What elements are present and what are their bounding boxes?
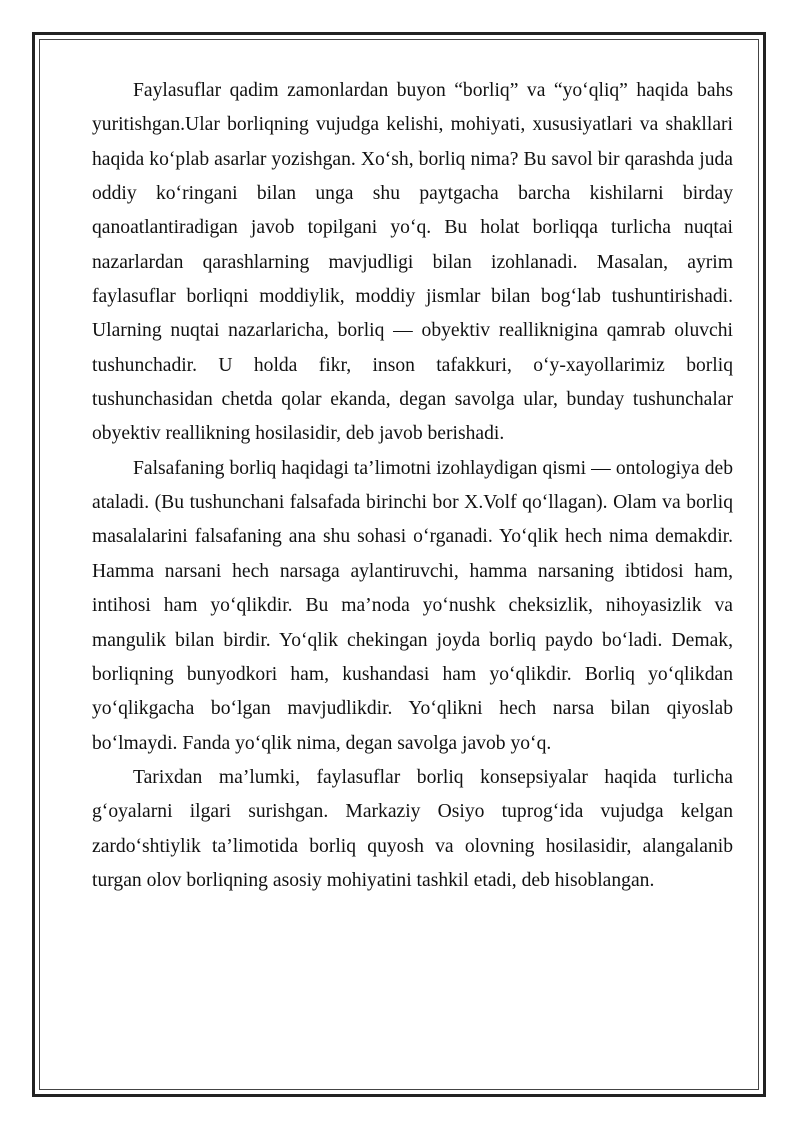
document-body bbox=[92, 74, 733, 898]
paragraph-1: Faylasuflar qadim zamonlardan buyon “borliq” va “yo‘qliq” haqida bahs yuritishgan.Ular borliqning vujudga kelishi, mohiyati, xususiyatlari va shakllari haqida ko‘plab asarlar yozishgan. Xo‘sh, borliq nima? Bu savol bir qarashda juda oddiy ko‘ringani bilan unga shu paytgacha barcha kishilarni birday qanoatlantiradigan javob topilgani yo‘q. Bu holat borliqqa turlicha nuqtai nazarlardan qarashlarning mavjudligi bilan izohlanadi. Masalan, ayrim faylasuflar borliqni moddiylik, moddiy jismlar bilan bog‘lab tushuntirishadi. Ularning nuqtai nazarlaricha, borliq — obyektiv reallikniginа qamrab oluvchi tushunchadir. U holda fikr, inson tafakkuri, o‘y-xayollarimiz borliq tushunchasidan chetda qolar ekanda, degan savolga ular, bunday tushunchalar obyektiv reallikning hosilasidir, deb javob berishadi. bbox=[92, 80, 733, 445]
paragraph-2: Falsafaning borliq haqidagi ta’limotni izohlaydigan qismi — ontologiya deb ataladi. (Bu tushunchani falsafada birinchi bor X.Volf qo‘llagan). Olam va borliq masalalarini falsafaning ana shu sohasi o‘rganadi. Yo‘qlik hech nima demakdir. Hamma narsani hech narsaga aylantiruvchi, hamma narsaning ibtidosi ham, intihosi ham yo‘qlikdir. Bu ma’noda yo‘nushk cheksizlik, nihoyasizlik va mangulik bilan birdir. Yo‘qlik chekingan joyda borliq paydo bo‘ladi. Demak, borliqning bunyodkori ham, kushandasi ham yo‘qlikdir. Borliq yo‘qlikdan yo‘qlikgacha bo‘lgan mavjudlikdir. Yo‘qlikni hech narsa bilan qiyoslab bo‘lmaydi. Fanda yo‘qlik nima, degan savolga javob yo‘q. bbox=[92, 457, 733, 754]
paragraph-3: Tarixdan ma’lumki, faylasuflar borliq konsepsiyalar haqida turlicha g‘oyalarni ilgari surishgan. Markaziy Osiyo tuprog‘ida vujudga kelgan zardo‘shtiylik ta’limotida borliq quyosh va olovning hosilasidir, alangalanib turgan olov borliqning asosiy mohiyatini tashkil etadi, deb hisoblangan. bbox=[92, 766, 733, 891]
